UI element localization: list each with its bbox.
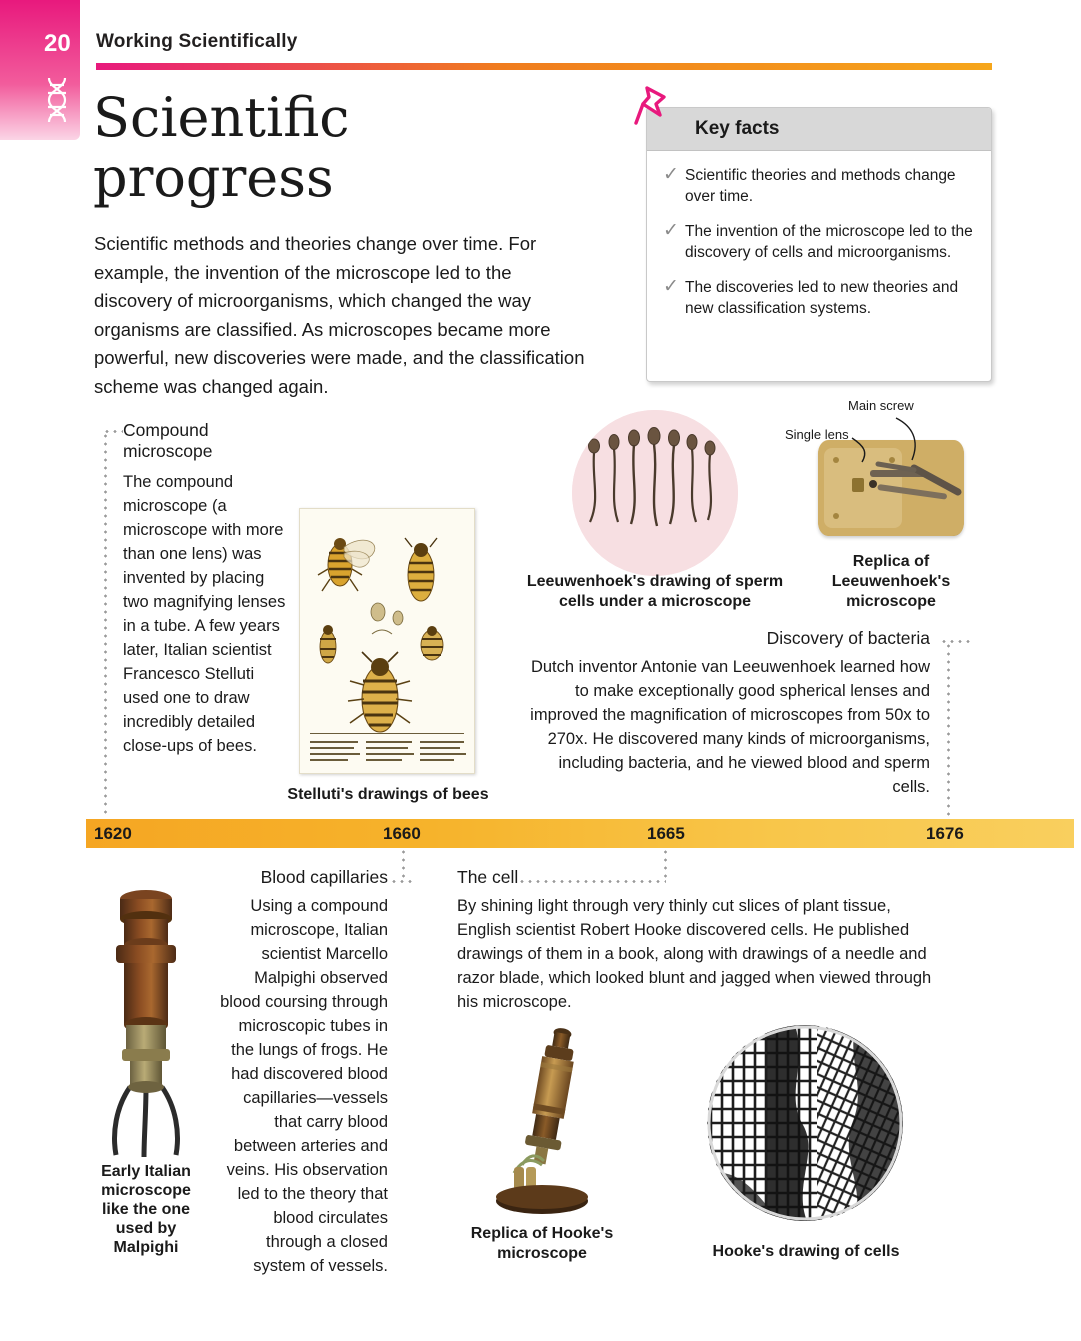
header-rule [96,63,992,70]
caption-hooke-replica: Replica of Hooke's microscope [470,1225,614,1262]
entry-heading: Blood capillaries [260,867,388,887]
annotation-single-lens: Single lens [785,427,849,442]
key-facts-title: Key facts [695,118,780,139]
key-facts-item-text: The discoveries led to new theories and new classification systems. [685,279,959,317]
check-icon: ✓ [663,276,679,297]
key-facts-item-text: The invention of the microscope led to the discovery of cells and microorganisms. [685,223,973,261]
leader-line-capillaries [402,848,405,880]
stelluti-bee-plate-image [299,508,475,774]
check-icon: ✓ [663,220,679,241]
key-facts-item [663,277,973,319]
page-title [93,88,613,208]
sperm-cells-drawing-image [572,410,738,576]
timeline-year: 1660 [383,824,421,843]
caption-sperm-drawing: Leeuwenhoek's drawing of sperm cells under a microscope [526,573,784,610]
leader-dots-capillaries [390,880,412,883]
page-number: 20 [44,30,71,57]
annotation-leader-lines [780,408,970,478]
dna-icon [44,76,70,126]
key-facts-panel [646,107,992,382]
check-icon: ✓ [663,164,679,185]
timeline-bar [86,818,1074,848]
entry-heading: The cell [457,867,519,887]
entry-heading: Compound microscope [123,420,213,461]
caption-leeuwenhoek-replica: Replica of Leeuwenhoek's microscope [831,553,951,610]
entry-body: By shining light through very thinly cut slices of plant tissue, English scientist Robert Hooke discovered cells. He published drawings of them in a book, along with drawings of a needle and razor blade, which looked blunt and jagged when viewed through his microscope. [457,897,932,1011]
key-facts-list [647,151,991,319]
page-title-line2: progress [93,146,334,209]
page-title-line1: Scientific [93,86,350,149]
entry-body: Using a compound microscope, Italian scientist Marcello Malpighi observed blood coursing through microscopic tubes in the lungs of frogs. He had discovered blood capillaries—vessels that carry blood between arteries and veins. His observation led to the theory that blood circulates through a closed system of vessels. [220,897,388,1275]
leader-line-compound [104,432,107,822]
timeline-top-rule [86,817,1074,819]
timeline-year: 1620 [94,824,132,843]
entry-heading: Discovery of bacteria [766,628,930,648]
entry-discovery-of-bacteria [530,628,930,799]
hooke-cells-drawing-image [707,1025,903,1221]
entry-the-cell [457,867,937,1014]
leader-line-bacteria [947,642,950,822]
intro-paragraph: Scientific methods and theories change over time. For example, the invention of the microscope led to the discovery of microorganisms, which changed the way organisms are classified. As microscopes became more powerful, new discoveries were made, and the classification scheme was changed again. [94,233,585,397]
chapter-title: Working Scientifically [96,31,298,52]
key-facts-item [663,165,973,207]
entry-body: The compound microscope (a microscope with more than one lens) was invented by placing two magnifying lenses in a tube. A few years later, Italian scientist Francesco Stelluti used one to draw incredibly detailed close-ups of bees. [123,473,286,755]
timeline-year: 1665 [647,824,685,843]
hooke-microscope-replica-image [470,1015,615,1220]
entry-compound-microscope [123,420,293,758]
key-facts-header [647,108,991,151]
leader-dots-bacteria [940,640,970,643]
entry-body: Dutch inventor Antonie van Leeuwenhoek learned how to make exceptionally good spherical lenses and improved the magnification of microscopes from 50x to 270x. He discovered many kinds of microorganisms, including bacteria, and he viewed blood and sperm cells. [530,658,930,796]
annotation-main-screw: Main screw [848,398,914,413]
key-facts-item [663,221,973,263]
caption-stelluti: Stelluti's drawings of bees [287,786,489,803]
caption-early-italian-microscope: Early Italian microscope like the one used by Malpighi [101,1163,191,1256]
entry-blood-capillaries [216,867,388,1278]
timeline-year: 1676 [926,824,964,843]
caption-hooke-cells: Hooke's drawing of cells [712,1243,900,1260]
early-italian-microscope-image [86,875,206,1165]
pushpin-icon [633,82,679,134]
key-facts-item-text: Scientific theories and methods change over time. [685,167,956,205]
